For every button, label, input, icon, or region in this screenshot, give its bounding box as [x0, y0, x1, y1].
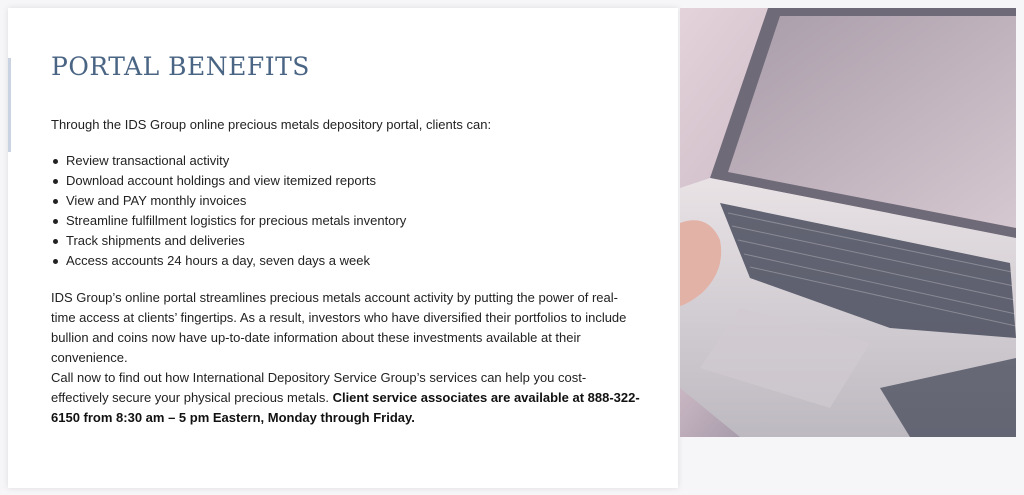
contact-lead-text: Call now to find out how International Depository Service Group’s services can help you cost-effectively secure your physical precious metals.	[51, 370, 587, 405]
list-item: Download account holdings and view itemized reports	[51, 171, 406, 191]
title-accent-bar	[8, 58, 11, 152]
portal-description: IDS Group’s online portal streamlines precious metals account activity by putting the power of real-time access at clients’ fingertips. As a result, investors who have diversified their portfolios to include bullion and coins now have up-to-date information about these investments available at their convenience.	[51, 290, 627, 365]
list-item: Review transactional activity	[51, 151, 406, 171]
list-item: View and PAY monthly invoices	[51, 191, 406, 211]
contact-paragraph	[51, 368, 641, 428]
laptop-icon	[680, 8, 1016, 437]
list-item: Access accounts 24 hours a day, seven days a week	[51, 251, 406, 271]
laptop-photo	[680, 8, 1016, 437]
list-item: Streamline fulfillment logistics for precious metals inventory	[51, 211, 406, 231]
contact-hours-text: Client service associates are available at 888-322-6150 from 8:30 am – 5 pm Eastern, Monday through Friday.	[51, 390, 640, 425]
section-title: PORTAL BENEFITS	[51, 52, 310, 81]
intro-text: Through the IDS Group online precious metals depository portal, clients can:	[51, 117, 492, 132]
list-item: Track shipments and deliveries	[51, 231, 406, 251]
benefits-list	[51, 151, 406, 271]
